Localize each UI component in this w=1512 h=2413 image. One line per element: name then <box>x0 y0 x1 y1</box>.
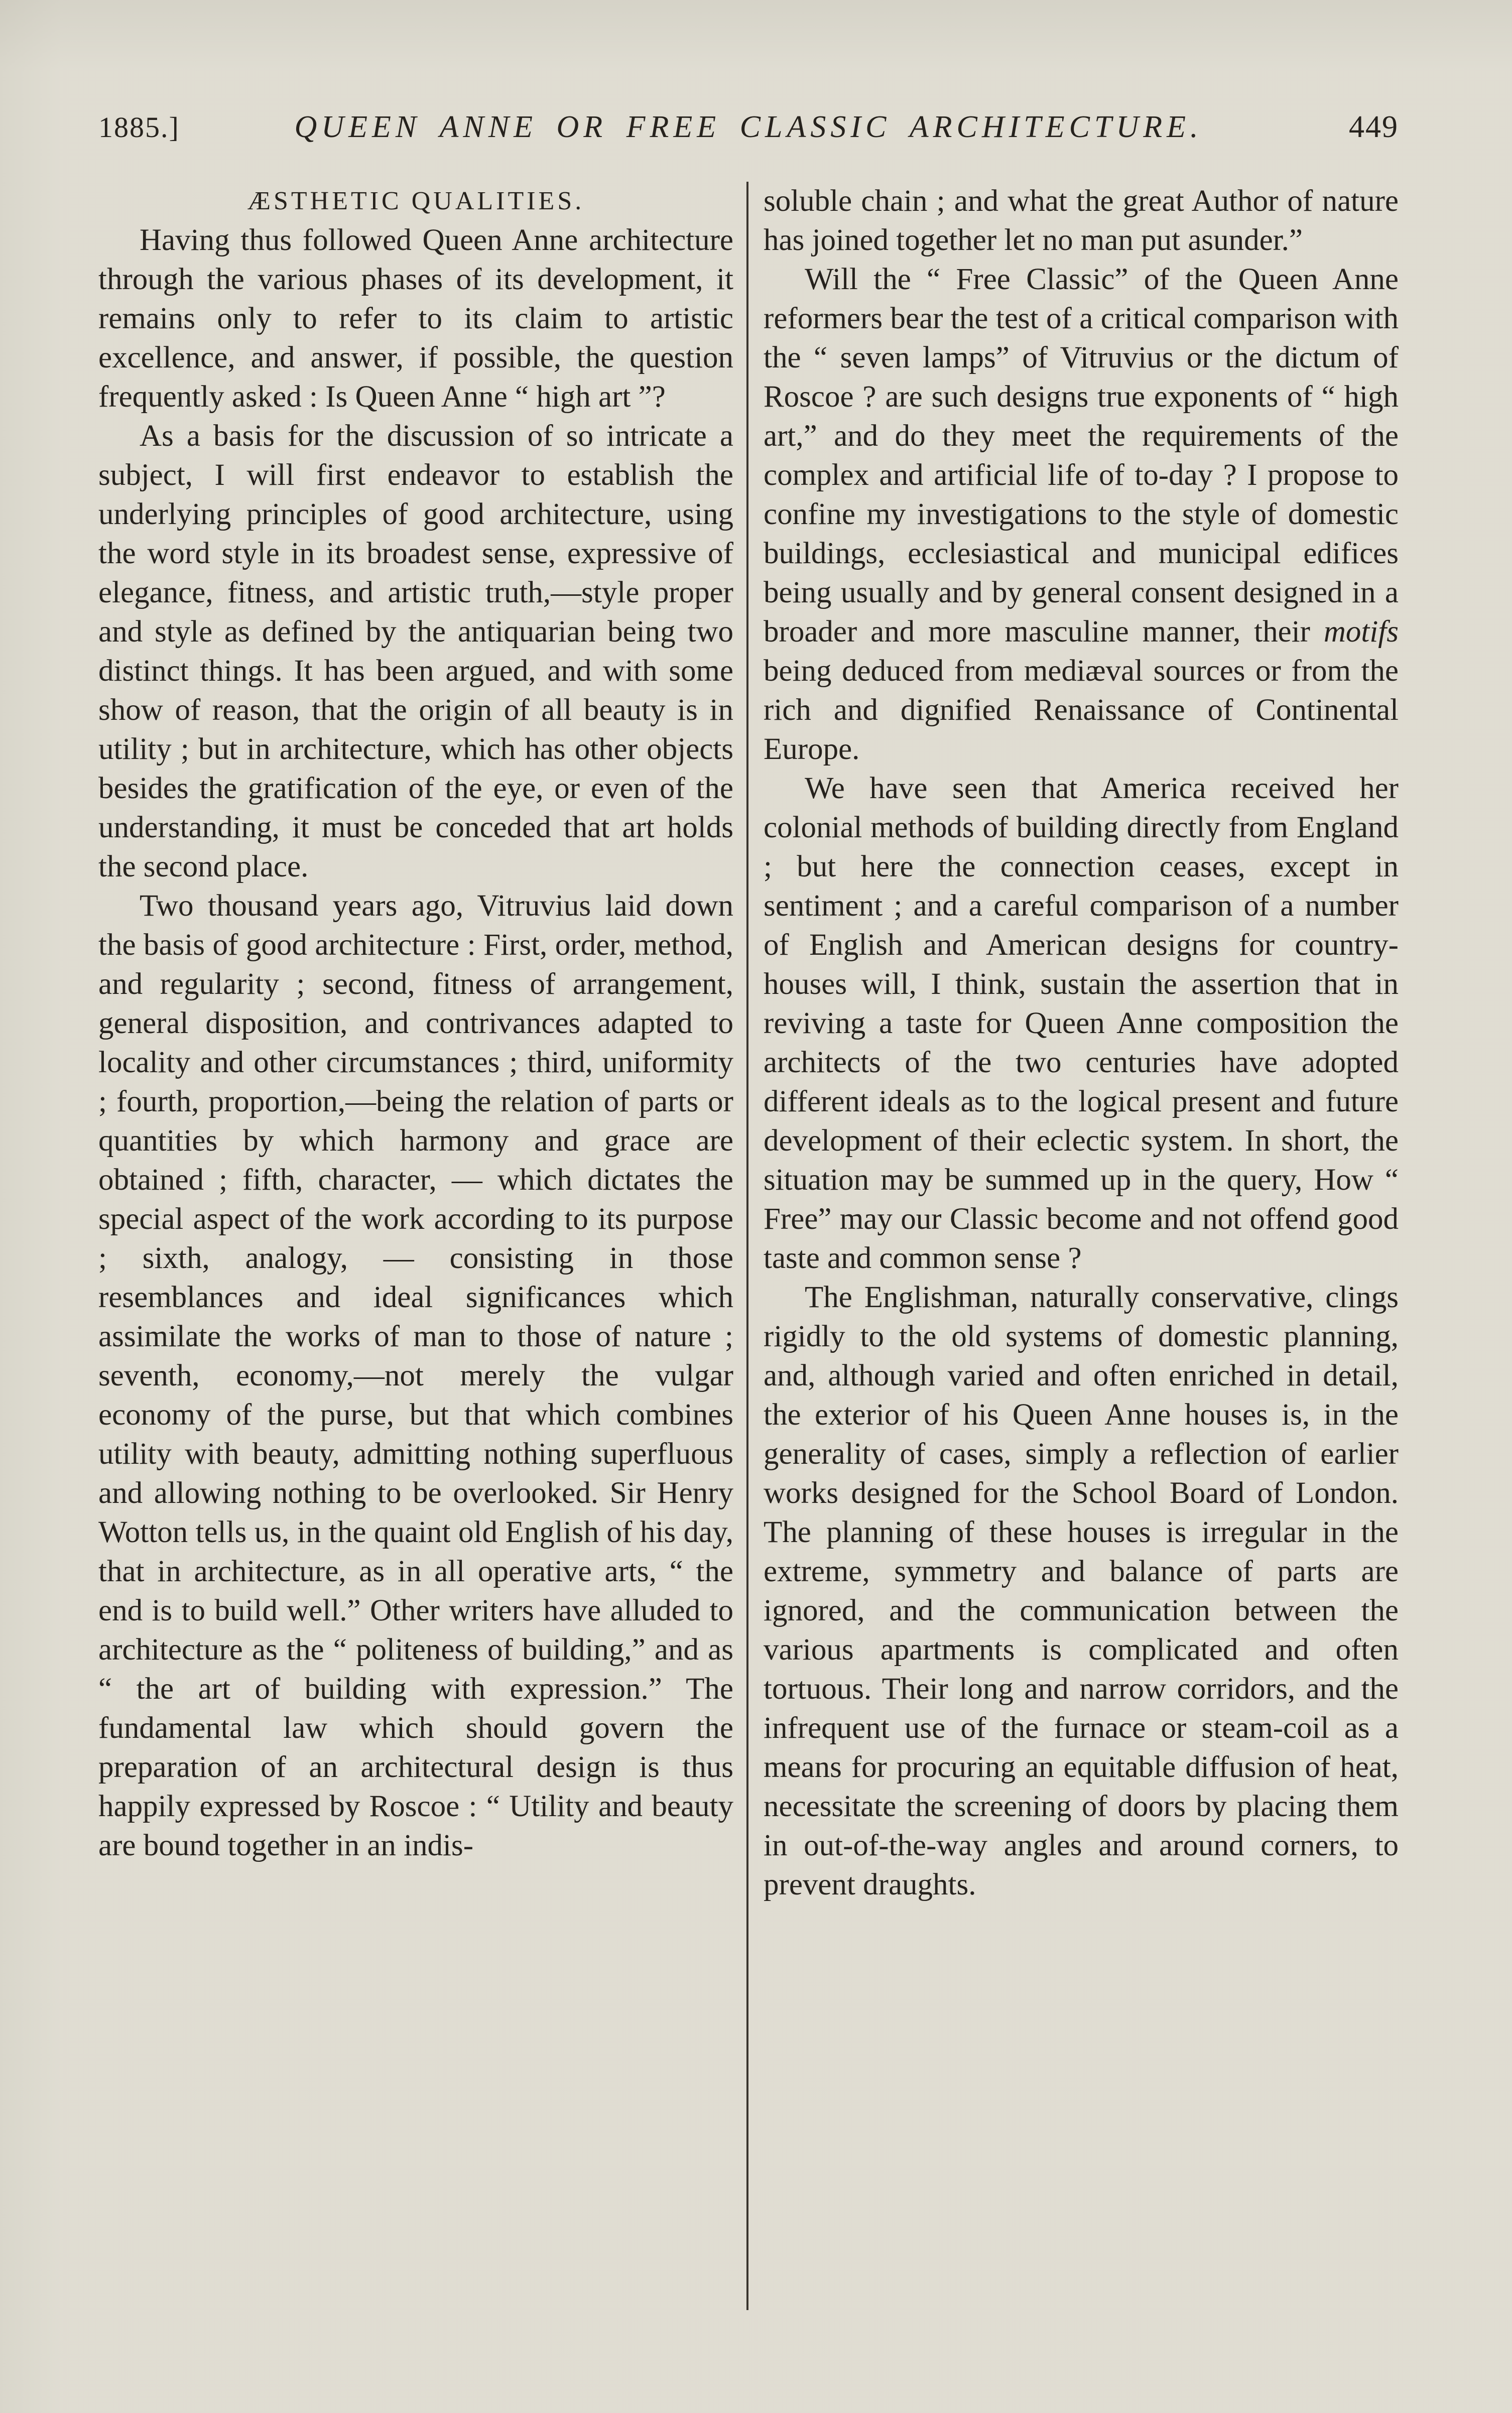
text-columns <box>98 182 1399 2310</box>
paragraph <box>764 182 1399 260</box>
column-divider-rule <box>746 182 748 2310</box>
page-number: 449 <box>1349 110 1399 144</box>
paragraph <box>764 260 1399 769</box>
body-text: Will the “ Free Classic” of the Queen Anne reformers bear the test of a critical comparison with the “ seven lamps” of Vitruvius or the dictum of Roscoe ? are such designs true exponents of “ high art,” and do they meet the requirements of the complex and artificial life of to-day ? I propose to confine my investigations to the style of domestic buildings, ecclesiastical and municipal edifices being usually and by general consent designed in a broader and more masculine manner, their <box>764 263 1399 649</box>
left-column-text <box>98 221 733 1865</box>
italic-text: motifs <box>1323 615 1399 649</box>
paragraph <box>764 769 1399 1278</box>
left-column <box>98 182 733 2310</box>
paragraph <box>98 886 733 1865</box>
body-text: Two thousand years ago, Vitruvius laid down the basis of good architecture : First, order, method, and regularity ; second, fitness of arrangement, general disposition, and contrivances adapted to locality and other circumstances ; third, uniformity ; fourth, proportion,—being the relation of parts or quantities by which harmony and grace are obtained ; fifth, character, — which dictates the special aspect of the work according to its purpose ; sixth, analogy, — consisting in those resemblances and ideal significances which assimilate the works of man to those of nature ; seventh, economy,—not merely the vulgar economy of the purse, but that which combines utility with beauty, admitting nothing superfluous and allowing nothing to be overlooked. Sir Henry Wotton tells us, in the quaint old English of his day, that in architecture, as in all operative arts, “ the end is to build well.” Other writers have alluded to architecture as the “ politeness of building,” and as “ the art of building with expression.” The fundamental law which should govern the preparation of an architectural design is thus happily expressed by Roscoe : “ Utility and beauty are bound together in an indis- <box>98 889 733 1862</box>
year-label: 1885.] <box>98 111 180 144</box>
section-heading: ÆSTHETIC QUALITIES. <box>247 187 585 215</box>
body-text: being deduced from mediæval sources or from the rich and dignified Renaissance of Continental Europe. <box>764 654 1399 766</box>
body-text: The Englishman, naturally conservative, clings rigidly to the old systems of domestic planning, and, although varied and often enriched in detail, the exterior of his Queen Anne houses is, in the generality of cases, simply a reflection of earlier works designed for the School Board of London. The planning of these houses is irregular in the extreme, symmetry and balance of parts are ignored, and the communication between the various apartments is complicated and often tortuous. Their long and narrow corridors, and the infrequent use of the furnace or steam-coil as a means for procuring an equitable diffusion of heat, necessitate the screening of doors by placing them in out-of-the-way angles and around corners, to prevent draughts. <box>764 1281 1399 1901</box>
right-column-text <box>764 182 1399 1904</box>
paragraph <box>98 417 733 886</box>
paragraph <box>764 1278 1399 1904</box>
running-title: QUEEN ANNE OR FREE CLASSIC ARCHITECTURE. <box>294 110 1203 144</box>
body-text: We have seen that America received her colonial methods of building directly from England ; but here the connection ceases, except in sentiment ; and a careful comparison of a number of English and American designs for country-houses will, I think, sustain the assertion that in reviving a taste for Queen Anne composition the architects of the two centuries have adopted different ideals as to the logical present and future development of their eclectic system. In short, the situation may be summed up in the query, How “ Free” may our Classic become and not offend good taste and common sense ? <box>764 772 1399 1275</box>
page-header <box>98 109 1399 145</box>
paragraph <box>98 221 733 417</box>
body-text: Having thus followed Queen Anne architecture through the various phases of its development, it remains only to refer to its claim to artistic excellence, and answer, if possible, the question frequently asked : Is Queen Anne “ high art ”? <box>98 223 733 414</box>
body-text: As a basis for the discussion of so intricate a subject, I will first endeavor to establish the underlying principles of good architecture, using the word style in its broadest sense, expressive of elegance, fitness, and artistic truth,—style proper and style as defined by the antiquarian being two distinct things. It has been argued, and with some show of reason, that the origin of all beauty is in utility ; but in architecture, which has other objects besides the gratification of the eye, or even of the understanding, it must be conceded that art holds the second place. <box>98 419 733 883</box>
body-text: soluble chain ; and what the great Author of nature has joined together let no man put asunder.” <box>764 184 1399 257</box>
right-column <box>764 182 1399 2310</box>
